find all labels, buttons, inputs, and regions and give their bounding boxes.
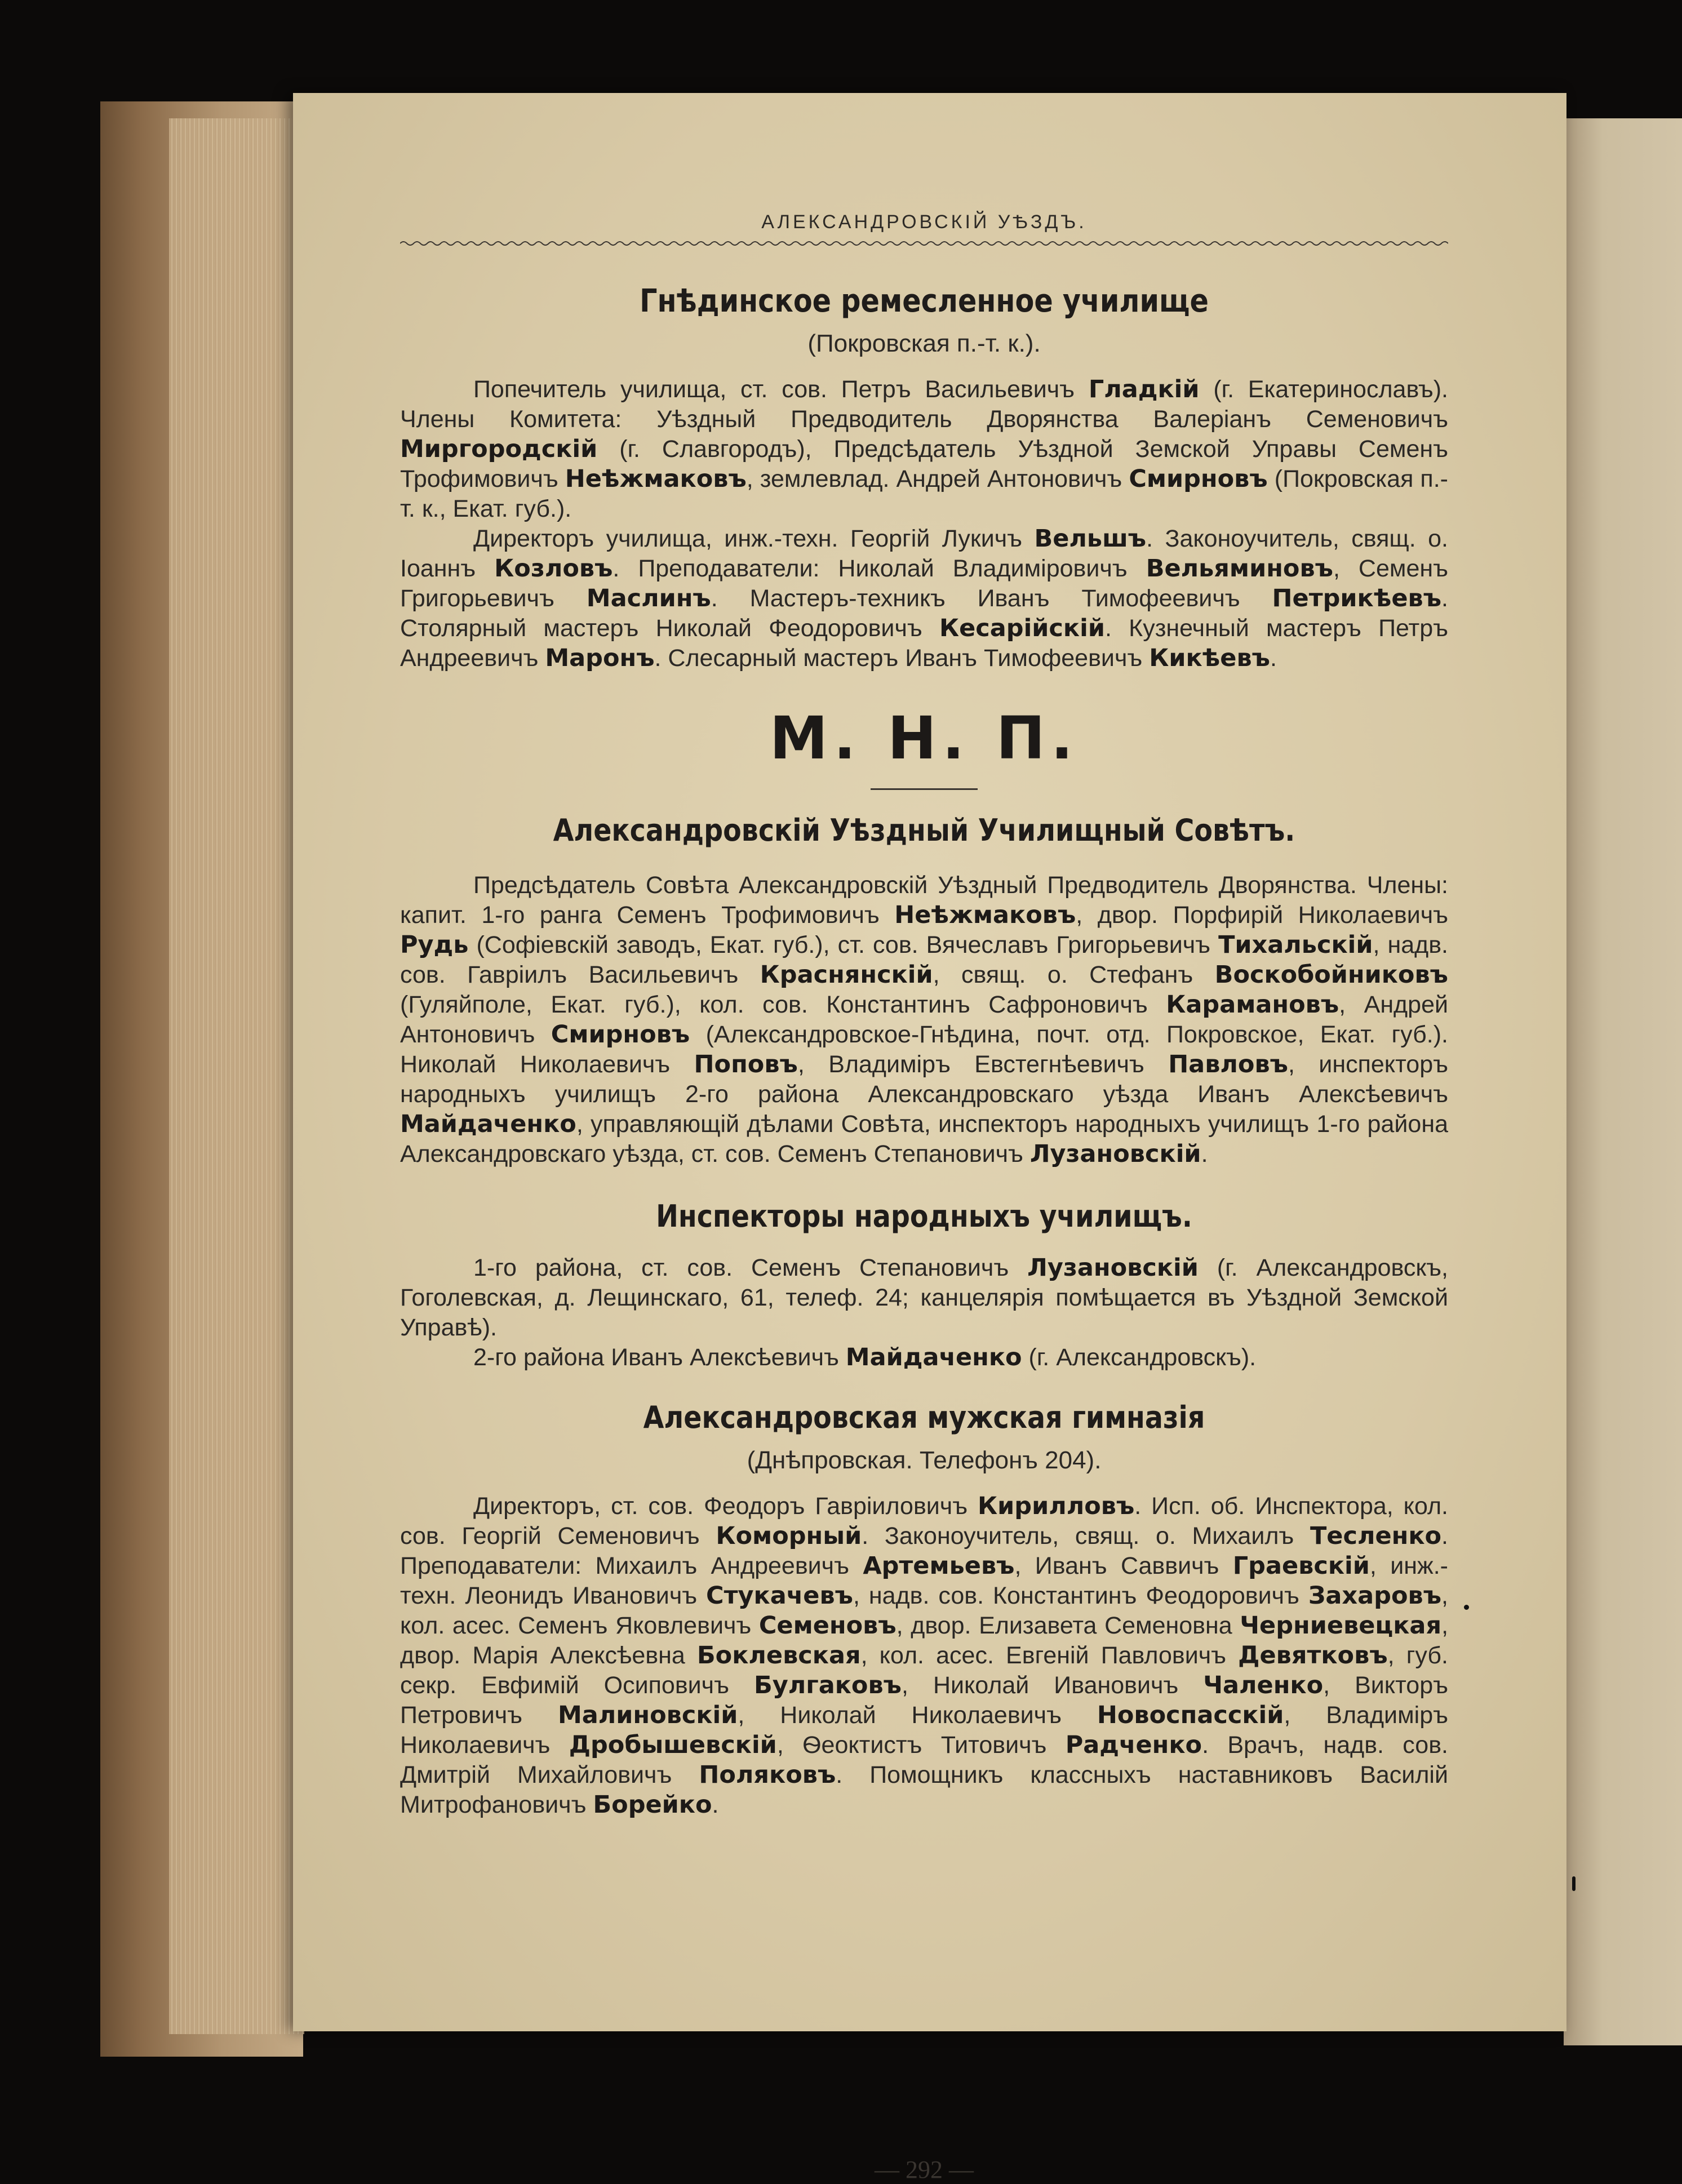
book-page <box>293 93 1566 2183</box>
page-number: — 292 — <box>875 2156 974 2183</box>
ink-speck <box>1464 1605 1469 1610</box>
text-run: , Владиміръ Евстегнѣевичъ <box>797 1051 1169 1078</box>
text-run: (Гуляйполе, Екат. губ.), кол. сов. Константинъ Сафроновичъ <box>400 991 1166 1018</box>
person-surname: Новоспасскій <box>1097 1701 1284 1729</box>
person-surname: Неѣжмаковъ <box>565 465 747 493</box>
person-surname: Лузановскій <box>1027 1254 1199 1282</box>
person-surname: Девятковъ <box>1238 1641 1388 1670</box>
paragraph-trustees <box>400 375 1448 524</box>
text-run: . Преподаватели: Михаилъ Андреевичъ <box>400 1522 1448 1579</box>
text-run: , двор. Елизавета Семеновна <box>896 1612 1240 1639</box>
person-surname: Артемьевъ <box>863 1552 1015 1580</box>
text-run: . Законоучитель, свящ. о. Михаилъ <box>862 1522 1310 1550</box>
person-surname: Неѣжмаковъ <box>894 901 1076 929</box>
person-surname: Тихальскій <box>1218 931 1373 959</box>
text-run: , кол. асес. Семенъ Яковлевичъ <box>400 1582 1448 1639</box>
person-surname: Вельяминовъ <box>1146 554 1333 583</box>
text-run: . Врачъ, надв. сов. Дмитрій Михайловичъ <box>400 1732 1448 1788</box>
person-surname: Радченко <box>1065 1731 1202 1759</box>
text-run: Директоръ, ст. сов. Феодоръ Гавріиловичъ <box>473 1493 978 1520</box>
text-run: , Иванъ Саввичъ <box>1014 1552 1233 1579</box>
section-subtitle-dneprovskaya: (Днѣпровская. Телефонъ 204). <box>747 1446 1102 1474</box>
text-run: , двор. Марія Алексѣевна <box>400 1612 1449 1669</box>
section-title-gnedinskoe: Гнѣдинское ремесленное училище <box>640 283 1209 319</box>
text-run: . Мастеръ-техникъ Иванъ Тимофеевичъ <box>711 585 1272 612</box>
text-run: (г. Александровскъ). <box>1022 1344 1257 1371</box>
person-surname: Краснянскій <box>760 961 933 989</box>
section-title-gymnasium: Александровская мужская гимназія <box>643 1400 1205 1435</box>
person-surname: Воскобойниковъ <box>1214 961 1448 989</box>
text-run: Попечитель училища, ст. сов. Петръ Васильевичъ <box>473 376 1089 403</box>
text-run: 2-го района Иванъ Алексѣевичъ <box>473 1344 846 1371</box>
text-run: (г. Славгородъ), Предсѣдатель Уѣздной Земской Управы Семенъ Трофимовичъ <box>400 436 1448 492</box>
text-run: . Законоучитель, свящ. о. Іоаннъ <box>400 525 1448 582</box>
text-run: . Исп. об. Инспектора, кол. сов. Георгій Семеновичъ <box>400 1493 1448 1550</box>
person-surname: Майдаченко <box>400 1110 576 1138</box>
person-surname: Кикѣевъ <box>1149 644 1270 672</box>
person-surname: Захаровъ <box>1308 1582 1442 1610</box>
wavy-rule <box>400 239 1448 248</box>
text-run: . <box>712 1791 719 1818</box>
section-title-inspectors: Инспекторы народныхъ училищъ. <box>656 1198 1192 1234</box>
text-run: , землевлад. Андрей Антоновичъ <box>746 465 1129 492</box>
text-run: , Андрей Антоновичъ <box>400 991 1448 1048</box>
person-surname: Черниевецкая <box>1240 1612 1442 1640</box>
text-run: . Слесарный мастеръ Иванъ Тимофеевичъ <box>654 645 1150 672</box>
text-run: , Семенъ Григорьевичъ <box>400 555 1449 612</box>
section-title-school-council: Александровскій Уѣздный Училищный Совѣтъ. <box>553 813 1295 848</box>
text-run: , Ѳеоктистъ Титовичъ <box>776 1732 1066 1759</box>
text-run: (г. Александровскъ, Гоголевская, д. Лещинскаго, 61, телеф. 24; канцелярія помѣщается въ Уѣздной Земской Управѣ). <box>400 1254 1448 1341</box>
text-run: Предсѣдатель Совѣта Александровскій Уѣздный Предводитель Дворянства. Члены: капит. 1-го ранга Семенъ Трофимовичъ <box>400 872 1448 929</box>
text-run: , губ. секр. Евфимій Осиповичъ <box>400 1642 1448 1699</box>
text-run: , инж.-техн. Леонидъ Ивановичъ <box>400 1552 1448 1609</box>
person-surname: Поповъ <box>694 1050 798 1078</box>
person-surname: Малиновскій <box>557 1701 738 1729</box>
text-run: . Преподаватели: Николай Владиміровичъ <box>613 555 1146 582</box>
paragraph-gymnasium-staff <box>400 1491 1448 1820</box>
text-run: . <box>1270 645 1277 672</box>
text-run: . Кузнечный мастеръ Петръ Андреевичъ <box>400 615 1448 672</box>
page-edges <box>169 118 304 2034</box>
facing-page-edge <box>1564 118 1682 2045</box>
ink-speck <box>1572 1876 1576 1891</box>
text-run: . Помощникъ классныхъ наставниковъ Василій Митрофановичъ <box>400 1761 1448 1818</box>
person-surname: Лузановскій <box>1029 1140 1201 1168</box>
person-surname: Рудь <box>400 931 469 959</box>
person-surname: Кирилловъ <box>978 1492 1135 1520</box>
text-run: (г. Екатеринославъ). Члены Комитета: Уѣздный Предводитель Дворянства Валеріанъ Семеновичъ <box>400 376 1449 433</box>
person-surname: Павловъ <box>1168 1050 1288 1078</box>
person-surname: Стукачевъ <box>706 1582 853 1610</box>
person-surname: Дробышевскій <box>569 1731 777 1759</box>
person-surname: Миргородскій <box>400 435 598 463</box>
text-run: , Владиміръ Николаевичъ <box>400 1702 1448 1759</box>
person-surname: Граевскій <box>1232 1552 1370 1580</box>
person-surname: Майдаченко <box>845 1343 1022 1371</box>
text-run: , Николай Ивановичъ <box>902 1672 1204 1699</box>
person-surname: Маслинъ <box>586 584 711 612</box>
person-surname: Гладкій <box>1088 375 1200 403</box>
paragraph-inspector-district-2 <box>400 1343 1448 1373</box>
text-run: . <box>1201 1140 1208 1168</box>
text-run: Директоръ училища, инж.-техн. Георгій Лукичъ <box>473 525 1035 552</box>
text-run: , двор. Порфирій Николаевичъ <box>1076 902 1448 929</box>
person-surname: Петрикѣевъ <box>1272 584 1442 612</box>
person-surname: Карамановъ <box>1166 991 1339 1019</box>
text-run: (Александровское-Гнѣдина, почт. отд. Покровское, Екат. губ.). Николай Николаевичъ <box>400 1021 1448 1078</box>
paragraph-council-members <box>400 871 1448 1169</box>
person-surname: Боклевская <box>696 1641 861 1670</box>
text-run: , свящ. о. Стефанъ <box>933 961 1215 988</box>
text-run: , Викторъ Петровичъ <box>400 1672 1448 1729</box>
person-surname: Вельшъ <box>1034 525 1147 553</box>
text-run: 1-го района, ст. сов. Семенъ Степановичъ <box>473 1254 1028 1281</box>
text-run: (Покровская п.-т. к., Екат. губ.). <box>400 465 1448 522</box>
heading-divider <box>871 788 978 790</box>
person-surname: Поляковъ <box>699 1761 836 1789</box>
text-run: , надв. сов. Гавріилъ Васильевичъ <box>400 931 1449 988</box>
text-run: , надв. сов. Константинъ Феодоровичъ <box>853 1582 1308 1609</box>
person-surname: Смирновъ <box>551 1020 690 1049</box>
person-surname: Борейко <box>593 1791 712 1819</box>
person-surname: Смирновъ <box>1129 465 1268 493</box>
section-subtitle-pokrovskaya: (Покровская п.-т. к.). <box>807 330 1041 357</box>
text-run: . Столярный мастеръ Николай Феодоровичъ <box>400 585 1448 642</box>
text-run: , инспекторъ народныхъ училищъ 2-го района Александровскаго уѣзда Иванъ Алексѣевичъ <box>400 1051 1448 1108</box>
running-head: АЛЕКСАНДРОВСКІЙ УѢЗДЪ. <box>761 211 1087 233</box>
page-content <box>400 211 1449 2183</box>
person-surname: Булгаковъ <box>753 1671 902 1699</box>
ministry-heading: М. Н. П. <box>769 704 1079 773</box>
person-surname: Козловъ <box>494 554 613 583</box>
paragraph-staff <box>400 524 1448 673</box>
text-run: (Софіевскій заводъ, Екат. губ.), ст. сов. Вячеславъ Григорьевичъ <box>468 931 1219 958</box>
person-surname: Кесарійскій <box>939 614 1105 642</box>
text-run: , Николай Николаевичъ <box>738 1702 1097 1729</box>
paragraph-inspector-district-1 <box>400 1253 1448 1343</box>
text-run: , кол. асес. Евгеній Павловичъ <box>860 1642 1239 1669</box>
person-surname: Коморный <box>716 1522 862 1550</box>
person-surname: Тесленко <box>1310 1522 1442 1550</box>
text-run: , управляющій дѣлами Совѣта, инспекторъ народныхъ училищъ 1-го района Александровскаго уѣзда, ст. сов. Семенъ Степановичъ <box>400 1111 1448 1168</box>
person-surname: Чаленко <box>1203 1671 1324 1699</box>
person-surname: Маронъ <box>545 644 655 672</box>
person-surname: Семеновъ <box>758 1612 897 1640</box>
